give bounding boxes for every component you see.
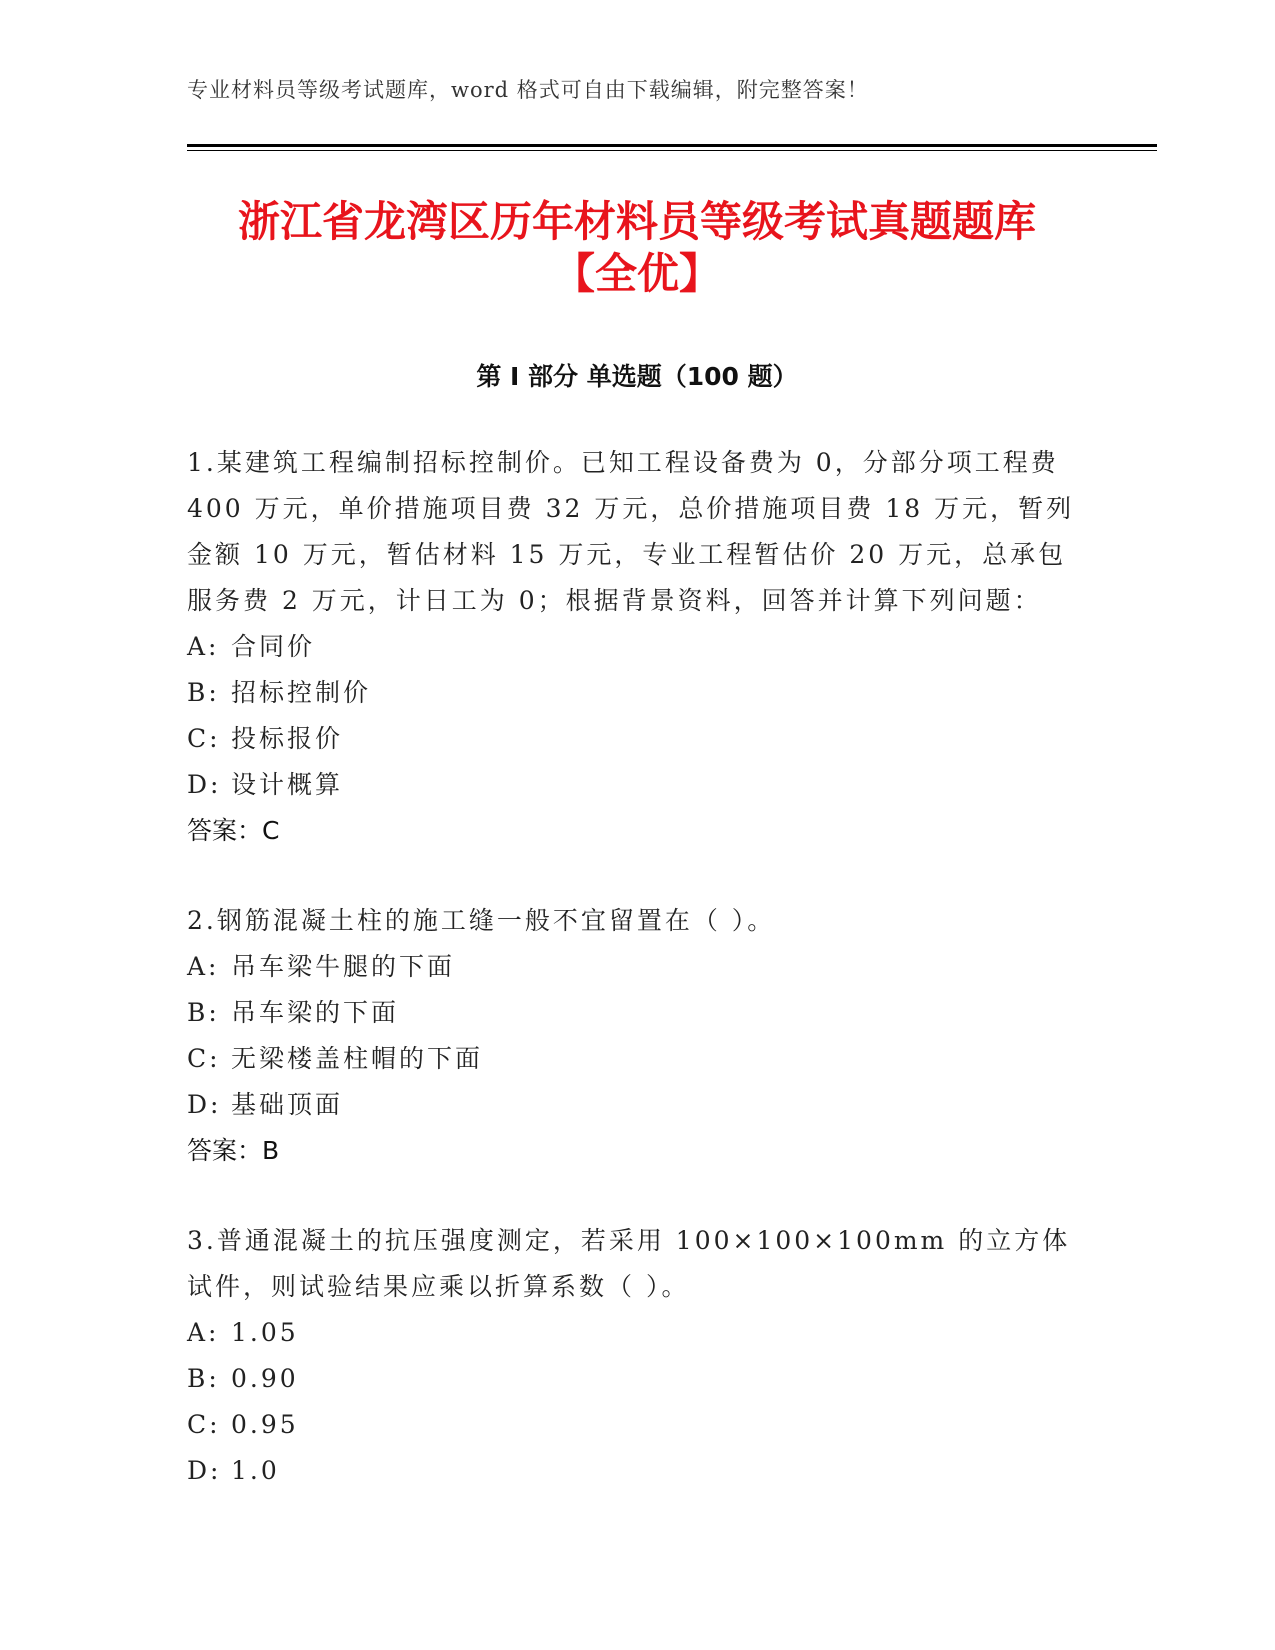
option-c — [187, 1402, 1087, 1448]
option-key: A: — [187, 952, 220, 981]
answer-value: C — [262, 816, 280, 845]
option-key: D: — [187, 1456, 222, 1485]
option-key: A: — [187, 632, 220, 661]
answer-value: B — [262, 1136, 280, 1165]
option-b — [187, 1356, 1087, 1402]
header-rule-thick — [187, 144, 1157, 147]
option-text: 投标报价 — [231, 724, 344, 753]
answer — [187, 808, 1087, 854]
option-key: B: — [187, 678, 220, 707]
option-text: 基础顶面 — [231, 1090, 344, 1119]
option-c — [187, 716, 1087, 762]
option-b — [187, 670, 1087, 716]
question-stem: 2.钢筋混凝土柱的施工缝一般不宜留置在（ ）。 — [187, 906, 776, 935]
option-text: 合同价 — [231, 632, 316, 661]
question-list — [187, 440, 1087, 1538]
option-d — [187, 1082, 1087, 1128]
section-title: 第 I 部分 单选题（100 题） — [476, 362, 798, 391]
question-stem: 1.某建筑工程编制招标控制价。已知工程设备费为 0，分部分项工程费 400 万元，单价措施项目费 32 万元，总价措施项目费 18 万元，暂列金额 10 万元，暂估材料 15 万元，专业工程暂估价 20 万元，总承包服务费 2 万元，计日工为 0；根据背景资料，回答并计算下列问题： — [187, 448, 1075, 615]
option-key: B: — [187, 1364, 220, 1393]
option-key: D: — [187, 770, 222, 799]
option-text: 1.0 — [231, 1456, 280, 1485]
option-a — [187, 624, 1087, 670]
option-c — [187, 1036, 1087, 1082]
option-a — [187, 944, 1087, 990]
question-3 — [187, 1218, 1087, 1494]
option-key: B: — [187, 998, 220, 1027]
document-title-line1: 浙江省龙湾区历年材料员等级考试真题题库 — [237, 197, 1036, 246]
option-key: C: — [187, 724, 221, 753]
option-key: A: — [187, 1318, 220, 1347]
option-text: 吊车梁的下面 — [231, 998, 400, 1027]
option-text: 0.95 — [231, 1410, 299, 1439]
document-title-line2: 【全优】 — [552, 249, 721, 298]
answer — [187, 1128, 1087, 1174]
option-text: 无梁楼盖柱帽的下面 — [231, 1044, 484, 1073]
option-d — [187, 1448, 1087, 1494]
answer-label: 答案： — [187, 1136, 263, 1165]
option-key: C: — [187, 1044, 221, 1073]
header-rule-thin — [187, 150, 1157, 151]
question-1 — [187, 440, 1087, 854]
header-note: 专业材料员等级考试题库，word 格式可自由下载编辑，附完整答案！ — [187, 78, 869, 102]
option-text: 设计概算 — [231, 770, 344, 799]
option-key: C: — [187, 1410, 221, 1439]
option-d — [187, 762, 1087, 808]
option-key: D: — [187, 1090, 222, 1119]
option-a — [187, 1310, 1087, 1356]
option-text: 0.90 — [231, 1364, 299, 1393]
answer-label: 答案： — [187, 816, 263, 845]
option-text: 招标控制价 — [231, 678, 372, 707]
document-title — [187, 196, 1087, 300]
option-text: 1.05 — [231, 1318, 299, 1347]
option-text: 吊车梁牛腿的下面 — [231, 952, 456, 981]
question-stem: 3.普通混凝土的抗压强度测定，若采用 100×100×100mm 的立方体试件，则试验结果应乘以折算系数（ ）。 — [187, 1226, 1071, 1301]
option-b — [187, 990, 1087, 1036]
question-2 — [187, 898, 1087, 1174]
